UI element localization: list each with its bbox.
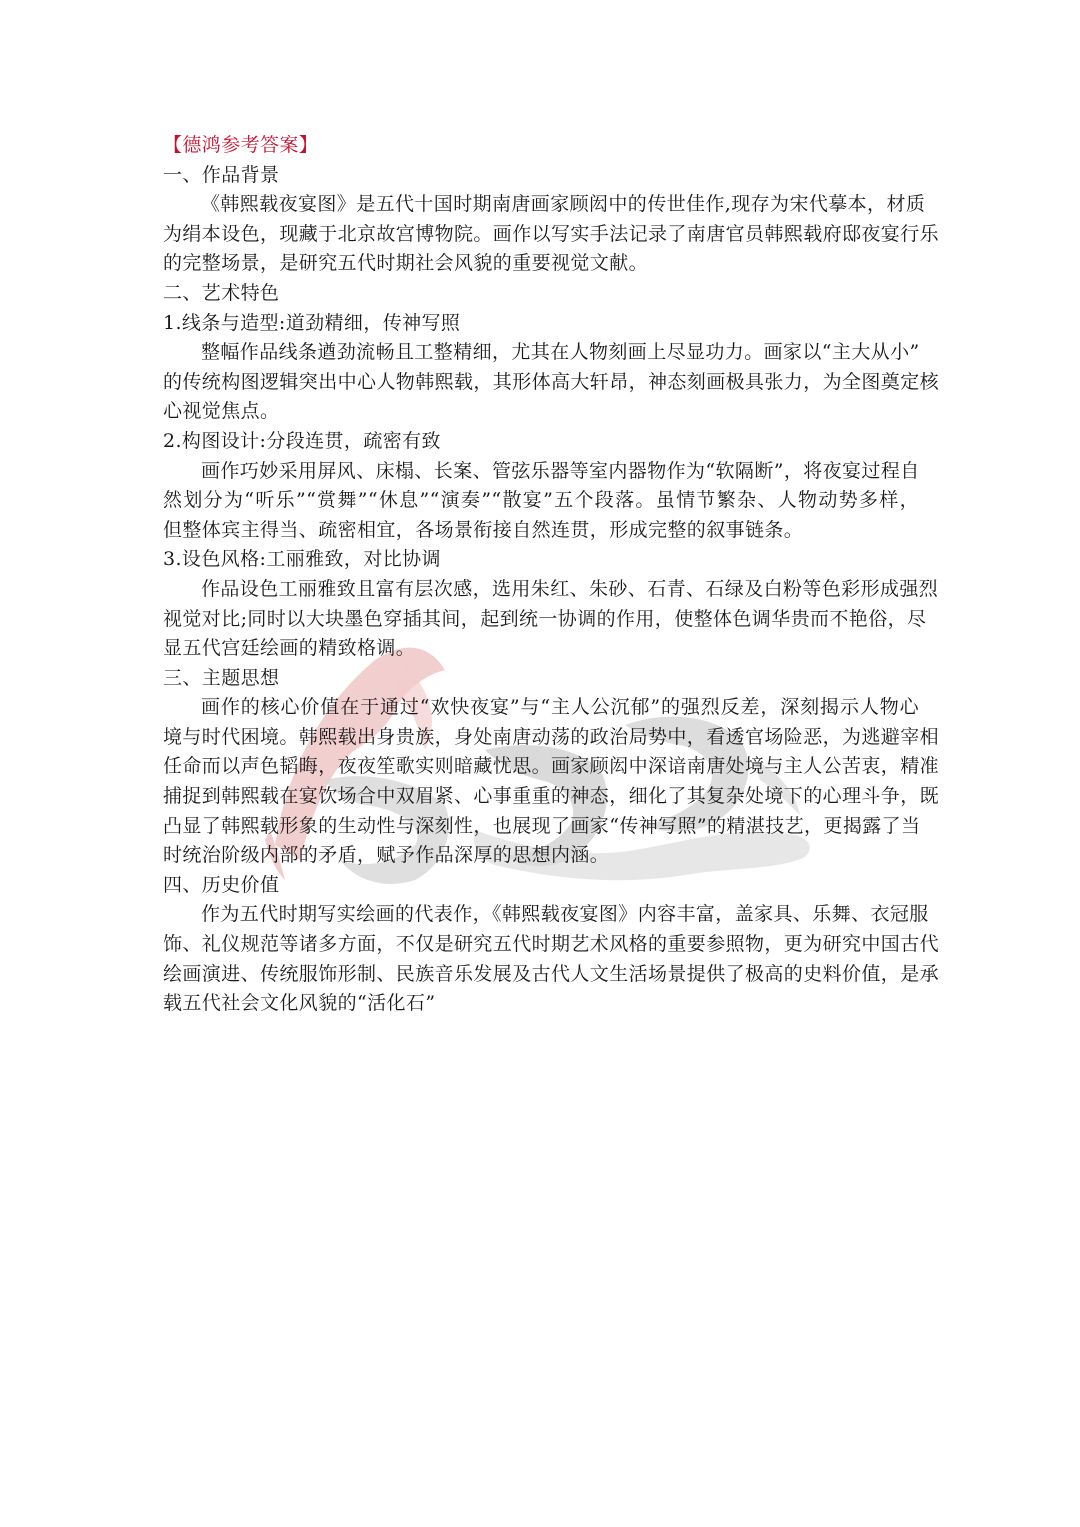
paragraph-line: 然划分为“听乐”“赏舞”“休息”“演奏”“散宴”五个段落。虽情节繁杂、人物动势多样， bbox=[163, 489, 919, 512]
paragraph-line: 为绢本设色，现藏于北京故宫博物院。画作以写实手法记录了南唐官员韩熙载府邸夜宴行乐 bbox=[163, 222, 940, 245]
section-heading-art-features: 二、艺术特色 bbox=[163, 281, 280, 304]
paragraph-line: 捕捉到韩熙载在宴饮场合中双眉紧、心事重重的神态，细化了其复杂处境下的心理斗争，既 bbox=[163, 785, 940, 808]
subheading-lines: 1.线条与造型:道劲精细，传神写照 bbox=[163, 311, 461, 334]
paragraph-line: 视觉对比;同时以大块墨色穿插其间，起到统一协调的作用，使整体色调华贵而不艳俗，尽 bbox=[163, 607, 927, 630]
paragraph-line: 绘画演进、传统服饰形制、民族音乐发展及古代人文生活场景提供了极高的史料价值，是承 bbox=[163, 962, 940, 985]
paragraph-line: 《韩熙载夜宴图》是五代十国时期南唐画家顾闳中的传世佳作,现存为宋代摹本，材质 bbox=[201, 193, 926, 216]
section-heading-background: 一、作品背景 bbox=[163, 163, 280, 186]
subheading-color: 3.设色风格:工丽雅致，对比协调 bbox=[163, 548, 441, 571]
paragraph-line: 的完整场景，是研究五代时期社会风貌的重要视觉文献。 bbox=[163, 252, 649, 275]
paragraph-line: 任命而以声色韬晦，夜夜笙歌实则暗藏忧思。画家顾闳中深谙南唐处境与主人公苦衷，精准 bbox=[163, 755, 940, 778]
section-heading-theme: 三、主题思想 bbox=[163, 666, 280, 689]
paragraph-line: 时统治阶级内部的矛盾，赋予作品深厚的思想内涵。 bbox=[163, 844, 610, 867]
paragraph-line: 显五代宫廷绘画的精致格调。 bbox=[163, 637, 416, 660]
paragraph-line: 载五代社会文化风貌的“活化石” bbox=[163, 992, 436, 1015]
section-heading-history: 四、历史价值 bbox=[163, 873, 280, 896]
paragraph-line: 作为五代时期写实绘画的代表作，《韩熙载夜宴图》内容丰富，盖家具、乐舞、衣冠服 bbox=[201, 903, 929, 926]
paragraph-line: 的传统构图逻辑突出中心人物韩熙载，其形体高大轩昂，神态刻画极具张力，为全图奠定核 bbox=[163, 370, 940, 393]
paragraph-line: 作品设色工丽雅致且富有层次感，选用朱红、朱砂、石青、石绿及白粉等色彩形成强烈 bbox=[201, 577, 939, 600]
paragraph-line: 画作的核心价值在于通过“欢快夜宴”与“主人公沉郁”的强烈反差，深刻揭示人物心 bbox=[201, 696, 919, 719]
paragraph-line: 饰、礼仪规范等诸多方面，不仅是研究五代时期艺术风格的重要参照物，更为研究中国古代 bbox=[163, 933, 940, 956]
document-body bbox=[163, 131, 940, 1019]
paragraph-line: 但整体宾主得当、疏密相宜，各场景衔接自然连贯，形成完整的叙事链条。 bbox=[163, 518, 804, 541]
paragraph-line: 画作巧妙采用屏风、床榻、长案、管弦乐器等室内器物作为“软隔断”，将夜宴过程自 bbox=[201, 459, 920, 482]
paragraph-line: 凸显了韩熙载形象的生动性与深刻性，也展现了画家“传神写照”的精湛技艺，更揭露了当 bbox=[163, 814, 921, 837]
paragraph-line: 心视觉焦点。 bbox=[163, 400, 280, 423]
paragraph-line: 境与时代困境。韩熙载出身贵族，身处南唐动荡的政治局势中，看透官场险恶，为逃避宰相 bbox=[163, 725, 940, 748]
paragraph-line: 整幅作品线条遒劲流畅且工整精细，尤其在人物刻画上尽显功力。画家以“主大从小” bbox=[201, 341, 920, 364]
subheading-composition: 2.构图设计:分段连贯，疏密有致 bbox=[163, 429, 441, 452]
document-title: 【德鸿参考答案】 bbox=[163, 134, 319, 156]
